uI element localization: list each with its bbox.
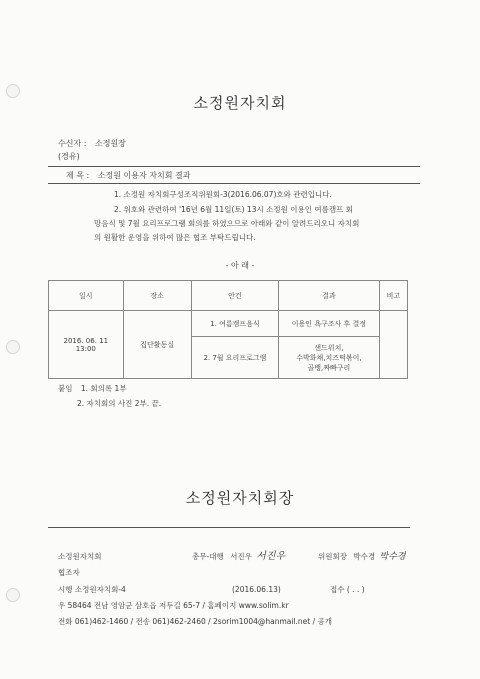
subject-value: 소정원 이용자 자치회 결과 (97, 171, 191, 180)
attachment-item-1: 1. 회의록 1부 (80, 384, 127, 393)
sender-org: 소정원자치회 (58, 552, 102, 561)
header-note: 비고 (379, 281, 407, 311)
header-result: 결과 (279, 281, 380, 311)
subject-label: 제 목 : (66, 171, 90, 180)
address-line: 우 58464 전남 영암군 삼호읍 저두길 65-7 / 홈페이지 www.solim.kr (58, 601, 289, 610)
secretary-name: 서진우 (230, 552, 252, 561)
binder-hole-bottom (6, 588, 20, 602)
secretary-label: 총무-대행 (192, 552, 224, 561)
subject-top-rule (48, 166, 420, 167)
recipient-line (58, 138, 126, 149)
paragraph-2-line-1: 2. 위호와 관련하여 '16년 6월 11일(토) 13시 소정원 이용인 여름캠프 회 (114, 205, 353, 214)
chair-label: 위원회장 (318, 552, 347, 561)
below-marker: - 아 래 - (225, 261, 255, 270)
paragraph-1: 1. 소정원 자치회구성조직위원회-3(2016.06.07)호와 관련입니다. (114, 190, 332, 199)
header-agenda: 안건 (191, 281, 278, 311)
recipient-label: 수신자 : (58, 139, 87, 148)
enforce-line: 시행 소정원자치회-4 (58, 585, 126, 594)
secretary-block (192, 551, 285, 562)
header-place: 장소 (123, 281, 191, 311)
binder-hole-middle (6, 340, 20, 354)
cell-datetime (49, 311, 124, 379)
enforce-date: (2016.06.13) (232, 585, 281, 594)
cell-result-1: 이용인 욕구조사 후 결정 (279, 311, 380, 337)
secretary-signature: 서진우 (256, 551, 286, 562)
cooperator-label: 협조자 (58, 568, 80, 577)
cell-result-2 (279, 337, 380, 379)
cell-agenda-1: 1. 여름캠프음식 (191, 311, 278, 337)
footer-rule (48, 527, 410, 528)
via-line: (경유) (58, 152, 80, 161)
result-2-line-2: 수박화채,치즈떡볶이, (296, 353, 362, 362)
subject-bottom-rule (48, 183, 420, 184)
attachment-label: 붙임 (58, 384, 73, 393)
paragraph-2-line-2: 망음식 및 7월 요리프로그램 회의를 하였으므로 아래와 같이 알려드리오니 자치회 (94, 219, 360, 228)
datetime-date: 2016. 06. 11 (63, 336, 109, 345)
result-2-line-3: 골뱅,짜빠구리 (307, 363, 351, 372)
chair-block (318, 551, 406, 563)
header-datetime: 일시 (49, 281, 124, 311)
document-title: 소정원자치회 (193, 94, 287, 112)
chair-name: 박수경 (353, 552, 376, 561)
contact-line: 전화 061)462-1460 / 전송 061)462-2460 / 2sorim1004@hanmail.net / 공개 (58, 617, 333, 626)
cell-agenda-2: 2. 7월 요리프로그램 (191, 337, 278, 379)
cell-note (379, 311, 407, 379)
subject-line (66, 170, 190, 181)
attachment-item-2: 2. 자치회의 사진 2부. 끝. (77, 399, 162, 408)
table-row (49, 311, 408, 337)
datetime-time: 13:00 (75, 344, 96, 353)
result-2-line-1: 샌드위치, (314, 343, 344, 352)
receipt-line: 접수 ( . . ) (330, 585, 365, 594)
attachment-block (58, 383, 127, 394)
chair-signature: 박수경 (379, 552, 406, 562)
recipient-value: 소정원장 (94, 139, 126, 148)
paragraph-2-line-3: 의 원활한 운영을 위하여 많은 협조 부탁드립니다. (94, 233, 256, 242)
table-header-row (49, 281, 408, 311)
cell-place: 집단활동실 (123, 311, 191, 379)
meeting-table (48, 280, 408, 379)
footer-title: 소정원자치회장 (185, 489, 295, 507)
